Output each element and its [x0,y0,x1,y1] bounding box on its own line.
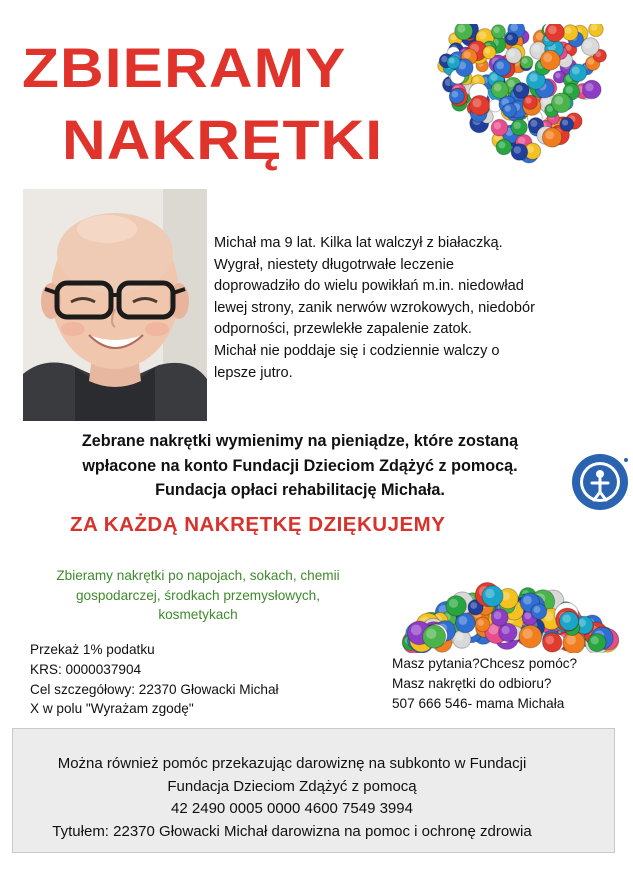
thanks-heading: ZA KAŻDĄ NAKRĘTKĘ DZIĘKUJEMY [70,513,446,536]
announcement-line: Zebrane nakrętki wymienimy na pieniądze, które zostaną [81,432,519,450]
story-line: Michał nie poddaje się i codziennie walczy o [214,342,500,359]
announcement [30,429,570,503]
story-line: lepsze jutro. [214,364,293,381]
donation-text [12,753,572,843]
bottle-caps-heart-image [432,24,614,182]
announcement-line: wpłacone na konto Fundacji Dzieciom Zdążyć z pomocą. [82,456,518,475]
tax-info [30,640,279,719]
story-line: lewej strony, zanik nerwów wzrokowych, niedobór [214,299,535,316]
tax-line: X w polu "Wyrażam zgodę" [30,701,194,717]
collection-types-line: kosmetykach [158,607,238,622]
donation-line: Można również pomóc przekazując darowiznę na subkonto w Fundacji [57,755,527,772]
announcement-line: Fundacja opłaci rehabilitację Michała. [155,481,445,499]
story-line: doprowadziło do wielu powikłań m.in. niedowład [214,278,524,295]
collection-types-line: Zbieramy nakrętki po napojach, sokach, chemii [56,568,340,583]
contact-line: 507 666 546- mama Michała [392,695,565,711]
title-line-1: ZBIERAMY [22,36,347,99]
collection-types-line: gospodarczej, środkach przemysłowych, [75,587,321,603]
foundation-logo [570,452,630,512]
tax-line: Cel szczegółowy: 22370 Głowacki Michał [30,681,279,697]
story-paragraph [214,233,614,384]
contact-info [392,654,577,713]
bottle-caps-pile-image [395,573,625,653]
title-line-2: NAKRĘTKI [62,108,384,171]
donation-line: 42 2490 0005 0000 4600 7549 3994 [171,800,413,817]
boy-photo [23,189,207,421]
story-line: odporności, przewlekłe zapalenie zatok. [214,321,472,338]
contact-line: Masz nakrętki do odbioru? [392,675,552,691]
donation-line: Tytułem: 22370 Głowacki Michał darowizna na pomoc i ochronę zdrowia [52,822,532,840]
tax-line: Przekaż 1% podatku [30,642,155,657]
tax-line: KRS: 0000037904 [30,661,142,677]
story-line: Michał ma 9 lat. Kilka lat walczył z białaczką. [214,235,503,251]
story-line: Wygrał, niestety długotrwałe leczenie [214,256,454,273]
contact-line: Masz pytania?Chcesz pomóc? [392,656,578,671]
collection-types [28,566,368,625]
donation-line: Fundacja Dzieciom Zdążyć z pomocą [167,777,417,795]
